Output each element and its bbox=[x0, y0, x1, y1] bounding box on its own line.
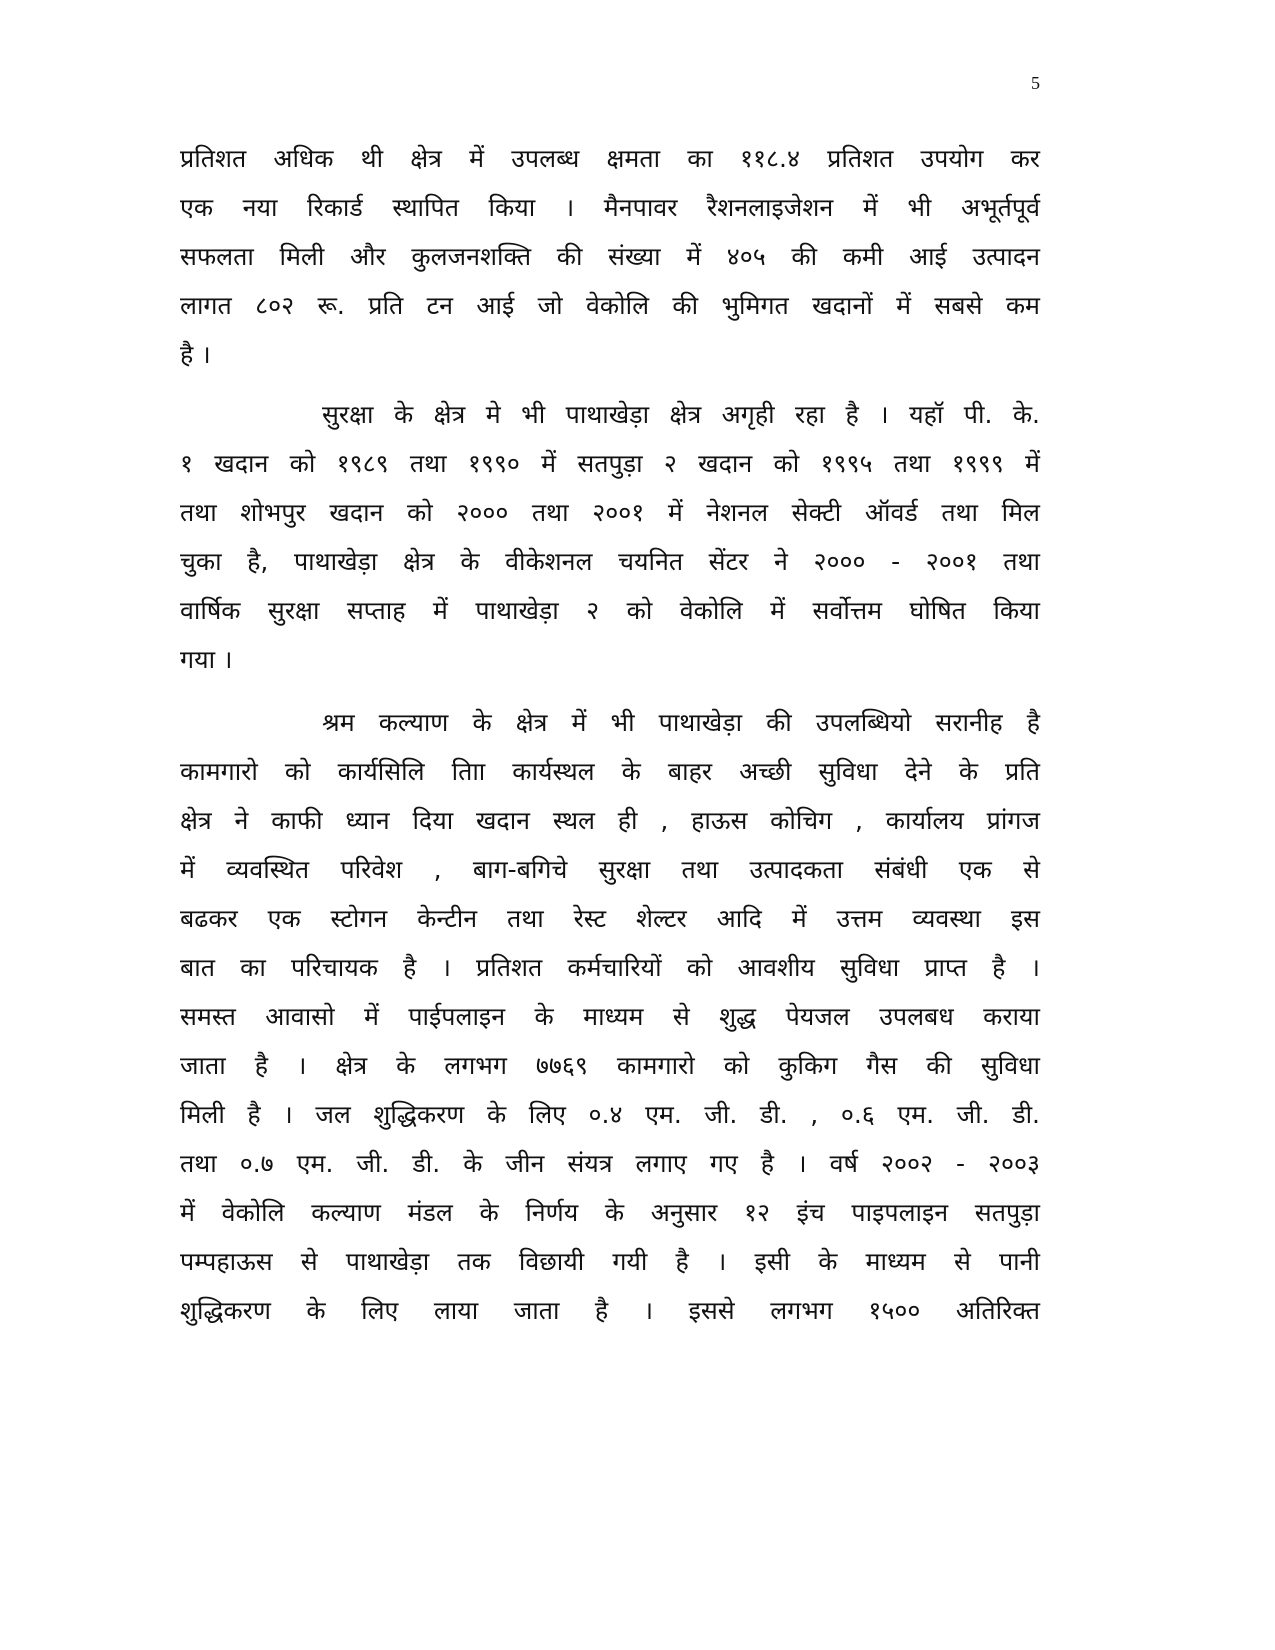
text-line: गया । bbox=[180, 645, 233, 674]
text-line: १ खदान को १९८९ तथा १९९० में सतपुड़ा २ खदान को १९९५ तथा १९९९ में bbox=[180, 449, 1040, 478]
text-line: पम्पहाऊस से पाथाखेड़ा तक विछायी गयी है । इसी के माध्यम से पानी bbox=[180, 1247, 1040, 1276]
text-line: वार्षिक सुरक्षा सप्ताह में पाथाखेड़ा २ को वेकोलि में सर्वोत्तम घोषित किया bbox=[180, 596, 1040, 625]
text-line: मिली है । जल शुद्धिकरण के लिए ०.४ एम. जी. डी. , ०.६ एम. जी. डी. bbox=[180, 1100, 1040, 1129]
text-line: श्रम कल्याण के क्षेत्र में भी पाथाखेड़ा की उपलब्धियो सरानीह है bbox=[322, 708, 1040, 737]
text-line: शुद्धिकरण के लिए लाया जाता है । इससे लगभग १५०० अतिरिक्त bbox=[180, 1296, 1040, 1325]
text-line: तथा ०.७ एम. जी. डी. के जीन संयत्र लगाए गए है । वर्ष २००२ - २००३ bbox=[180, 1149, 1040, 1178]
text-line: सफलता मिली और कुलजनशक्ति की संख्या में ४०५ की कमी आई उत्पादन bbox=[180, 242, 1040, 271]
paragraph-labour-welfare bbox=[180, 698, 1040, 1335]
text-line: तथा शोभपुर खदान को २००० तथा २००१ में नेशनल सेक्टी ऑवर्ड तथा मिल bbox=[180, 498, 1040, 527]
text-line: चुका है, पाथाखेड़ा क्षेत्र के वीकेशनल चयनित सेंटर ने २००० - २००१ तथा bbox=[180, 547, 1040, 576]
text-line: बढकर एक स्टोगन केन्टीन तथा रेस्ट शेल्टर आदि में उत्तम व्यवस्था इस bbox=[180, 904, 1040, 933]
text-line: सुरक्षा के क्षेत्र मे भी पाथाखेड़ा क्षेत्र अगृही रहा है । यहॉ पी. के. bbox=[322, 400, 1040, 429]
paragraph-safety bbox=[180, 390, 1040, 684]
text-line: प्रतिशत अधिक थी क्षेत्र में उपलब्ध क्षमता का ११८.४ प्रतिशत उपयोग कर bbox=[180, 144, 1040, 173]
text-line: जाता है । क्षेत्र के लगभग ७७६९ कामगारो को कुकिग गैस की सुविधा bbox=[180, 1051, 1040, 1080]
paragraph-production bbox=[180, 134, 1040, 379]
text-line: है । bbox=[180, 340, 211, 369]
text-line: समस्त आवासो में पाईपलाइन के माध्यम से शुद्ध पेयजल उपलबध कराया bbox=[180, 1002, 1040, 1031]
page-number: 5 bbox=[1031, 73, 1040, 93]
text-line: में व्यवस्थित परिवेश , बाग-बगिचे सुरक्षा तथा उत्पादकता संबंधी एक से bbox=[180, 855, 1040, 884]
text-line: कामगारो को कार्यसिलि तािा कार्यस्थल के बाहर अच्छी सुविधा देने के प्रति bbox=[180, 757, 1040, 786]
text-line: एक नया रिकार्ड स्थापित किया । मैनपावर रैशनलाइजेशन में भी अभूर्तपूर्व bbox=[180, 193, 1040, 222]
text-line: में वेकोलि कल्याण मंडल के निर्णय के अनुसार १२ इंच पाइपलाइन सतपुड़ा bbox=[180, 1198, 1040, 1227]
text-line: बात का परिचायक है । प्रतिशत कर्मचारियों को आवशीय सुविधा प्राप्त है । bbox=[180, 953, 1040, 982]
text-line: लागत ८०२ रू. प्रति टन आई जो वेकोलि की भुमिगत खदानों में सबसे कम bbox=[180, 291, 1040, 320]
text-line: क्षेत्र ने काफी ध्यान दिया खदान स्थल ही , हाऊस कोचिग , कार्यालय प्रांगज bbox=[180, 806, 1040, 835]
